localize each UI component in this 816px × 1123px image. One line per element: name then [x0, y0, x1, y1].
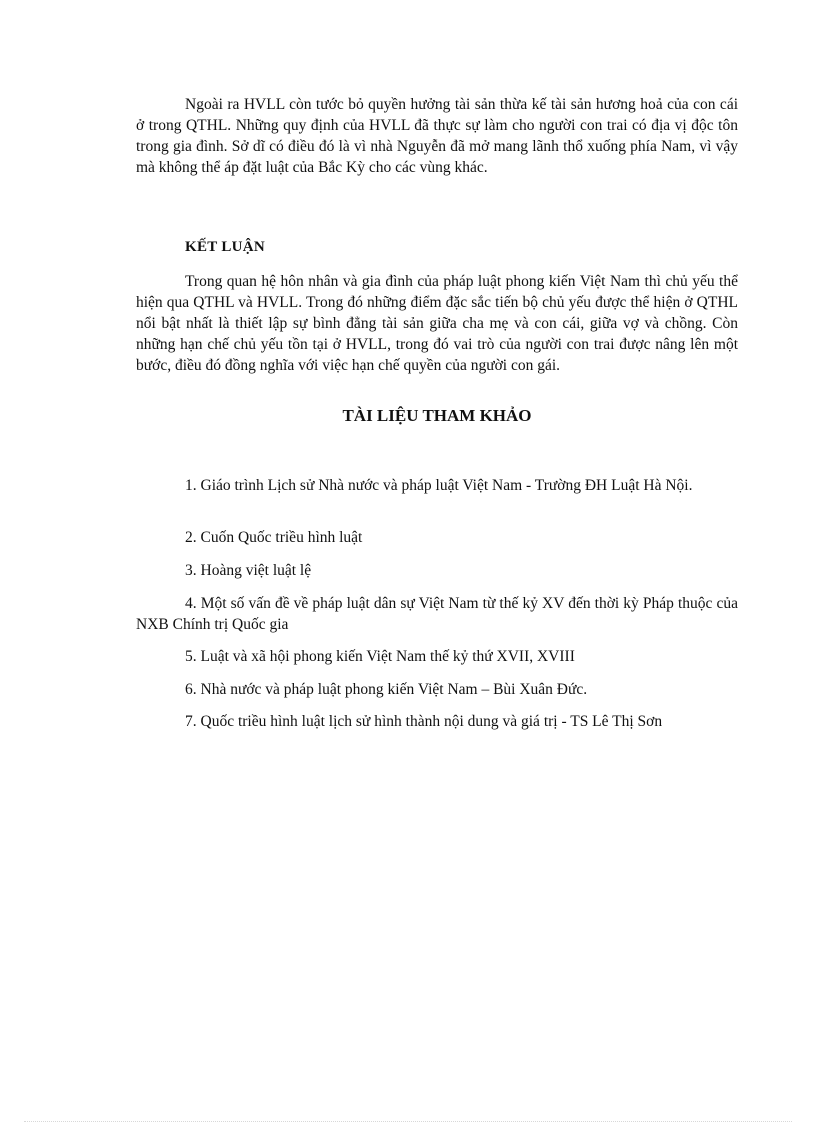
page-bottom-divider	[24, 1121, 792, 1122]
paragraph-conclusion: Trong quan hệ hôn nhân và gia đình của pháp luật phong kiến Việt Nam thì chủ yếu thể hiện qua QTHL và HVLL. Trong đó những điểm đặc sắc tiến bộ chủ yếu được thể hiện ở QTHL nổi bật nhất là thiết lập sự bình đẳng tài sản giữa cha mẹ và con cái, giữa vợ và chồng. Còn những hạn chế chủ yếu tồn tại ở HVLL, trong đó vai trò của người con trai được nâng lên một bước, điều đó đồng nghĩa với việc hạn chế quyền của người con gái.	[136, 273, 738, 374]
heading-conclusion: KẾT LUẬN	[185, 239, 266, 255]
heading-references: TÀI LIỆU THAM KHẢO	[342, 406, 532, 425]
reference-item-2: 2. Cuốn Quốc triều hình luật	[185, 529, 363, 546]
reference-item-3: 3. Hoàng việt luật lệ	[185, 562, 312, 579]
reference-item-6: 6. Nhà nước và pháp luật phong kiến Việt Nam – Bùi Xuân Đức.	[185, 681, 588, 698]
reference-item-7: 7. Quốc triều hình luật lịch sử hình thành nội dung và giá trị - TS Lê Thị Sơn	[185, 713, 663, 730]
paragraph-inheritance: Ngoài ra HVLL còn tước bỏ quyền hưởng tài sản thừa kế tài sản hương hoả của con cái ở trong QTHL. Những quy định của HVLL đã thực sự làm cho người con trai có địa vị độc tôn trong gia đình. Sở dĩ có điều đó là vì nhà Nguyễn đã mở mang lãnh thổ xuống phía Nam, vì vậy mà không thể áp đặt luật của Bắc Kỳ cho các vùng khác.	[136, 96, 738, 176]
reference-item-5: 5. Luật và xã hội phong kiến Việt Nam thế kỷ thứ XVII, XVIII	[185, 648, 575, 665]
reference-item-4: 4. Một số vấn đề về pháp luật dân sự Việt Nam từ thế kỷ XV đến thời kỳ Pháp thuộc của NXB Chính trị Quốc gia	[136, 595, 738, 633]
reference-item-1: 1. Giáo trình Lịch sử Nhà nước và pháp luật Việt Nam - Trường ĐH Luật Hà Nội.	[185, 477, 693, 494]
